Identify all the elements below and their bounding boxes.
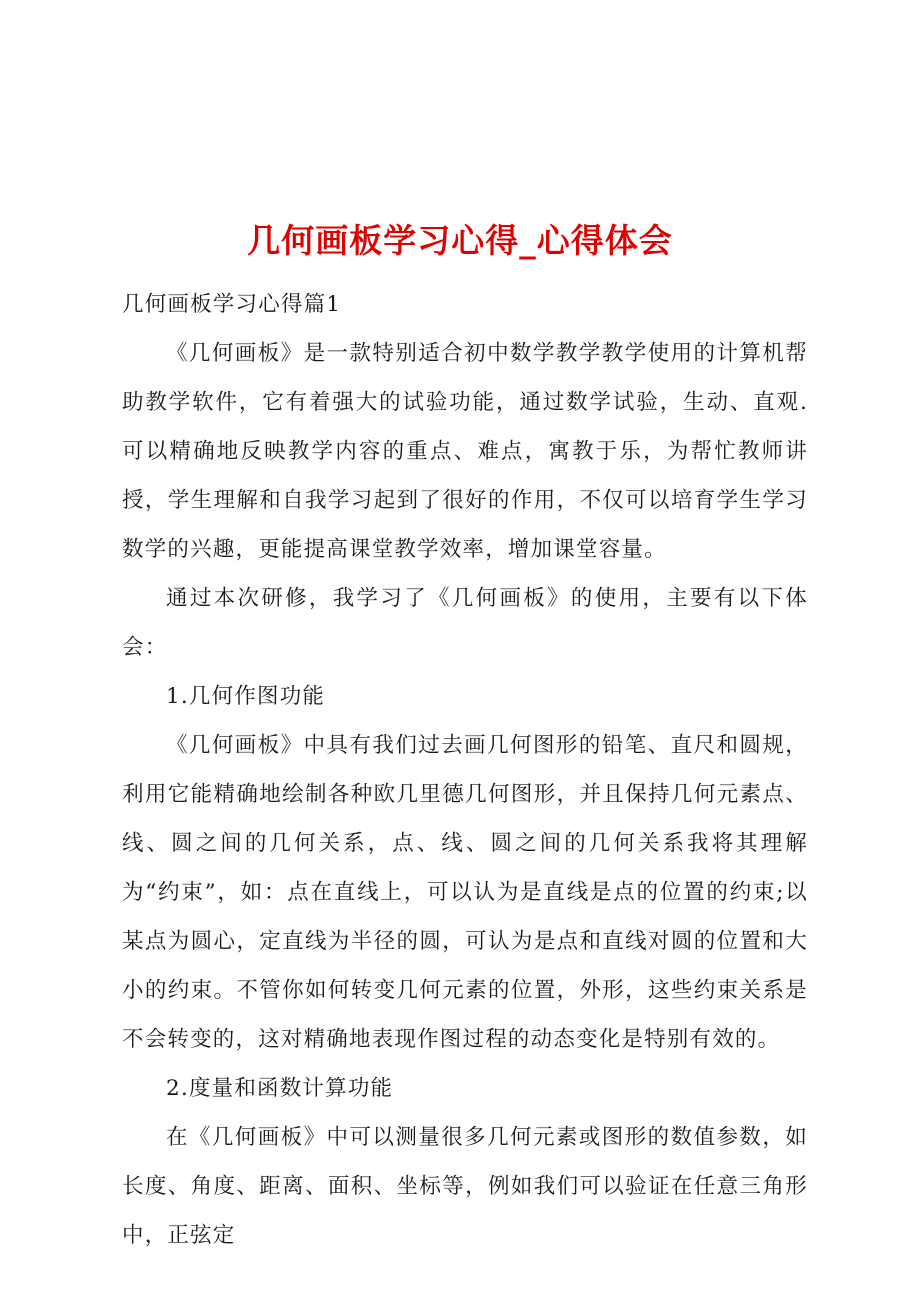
document-body [122, 280, 808, 1260]
document-subtitle: 几何画板学习心得篇1 [122, 292, 342, 317]
section-2-body: 在《几何画板》中可以测量很多几何元素或图形的数值参数，如长度、角度、距离、面积、坐标等，例如我们可以验证在任意三角形中，正弦定 [122, 1125, 808, 1248]
section-1-body: 《几何画板》中具有我们过去画几何图形的铅笔、直尺和圆规，利用它能精确地绘制各种欧几里德几何图形，并且保持几何元素点、线、圆之间的几何关系，点、线、圆之间的几何关系我将其理解为“约束”，如：点在直线上，可以认为是直线是点的位置的约束;以某点为圆心，定直线为半径的圆，可认为是点和直线对圆的位置和大小的约束。不管你如何转变几何元素的位置，外形，这些约束关系是不会转变的，这对精确地表现作图过程的动态变化是特别有效的。 [122, 733, 808, 1052]
section-1-heading: 1.几何作图功能 [166, 684, 326, 709]
section-2-heading: 2.度量和函数计算功能 [166, 1076, 394, 1101]
intro-paragraph: 《几何画板》是一款特别适合初中数学教学教学使用的计算机帮助教学软件，它有着强大的试验功能，通过数学试验，生动、直观.可以精确地反映教学内容的重点、难点，寓教于乐，为帮忙教师讲授，学生理解和自我学习起到了很好的作用，不仅可以培育学生学习数学的兴趣，更能提高课堂教学效率，增加课堂容量。 [122, 341, 808, 562]
document-title: 几何画板学习心得_心得体会 [247, 221, 673, 261]
summary-paragraph: 通过本次研修，我学习了《几何画板》的使用，主要有以下体会： [122, 586, 808, 660]
